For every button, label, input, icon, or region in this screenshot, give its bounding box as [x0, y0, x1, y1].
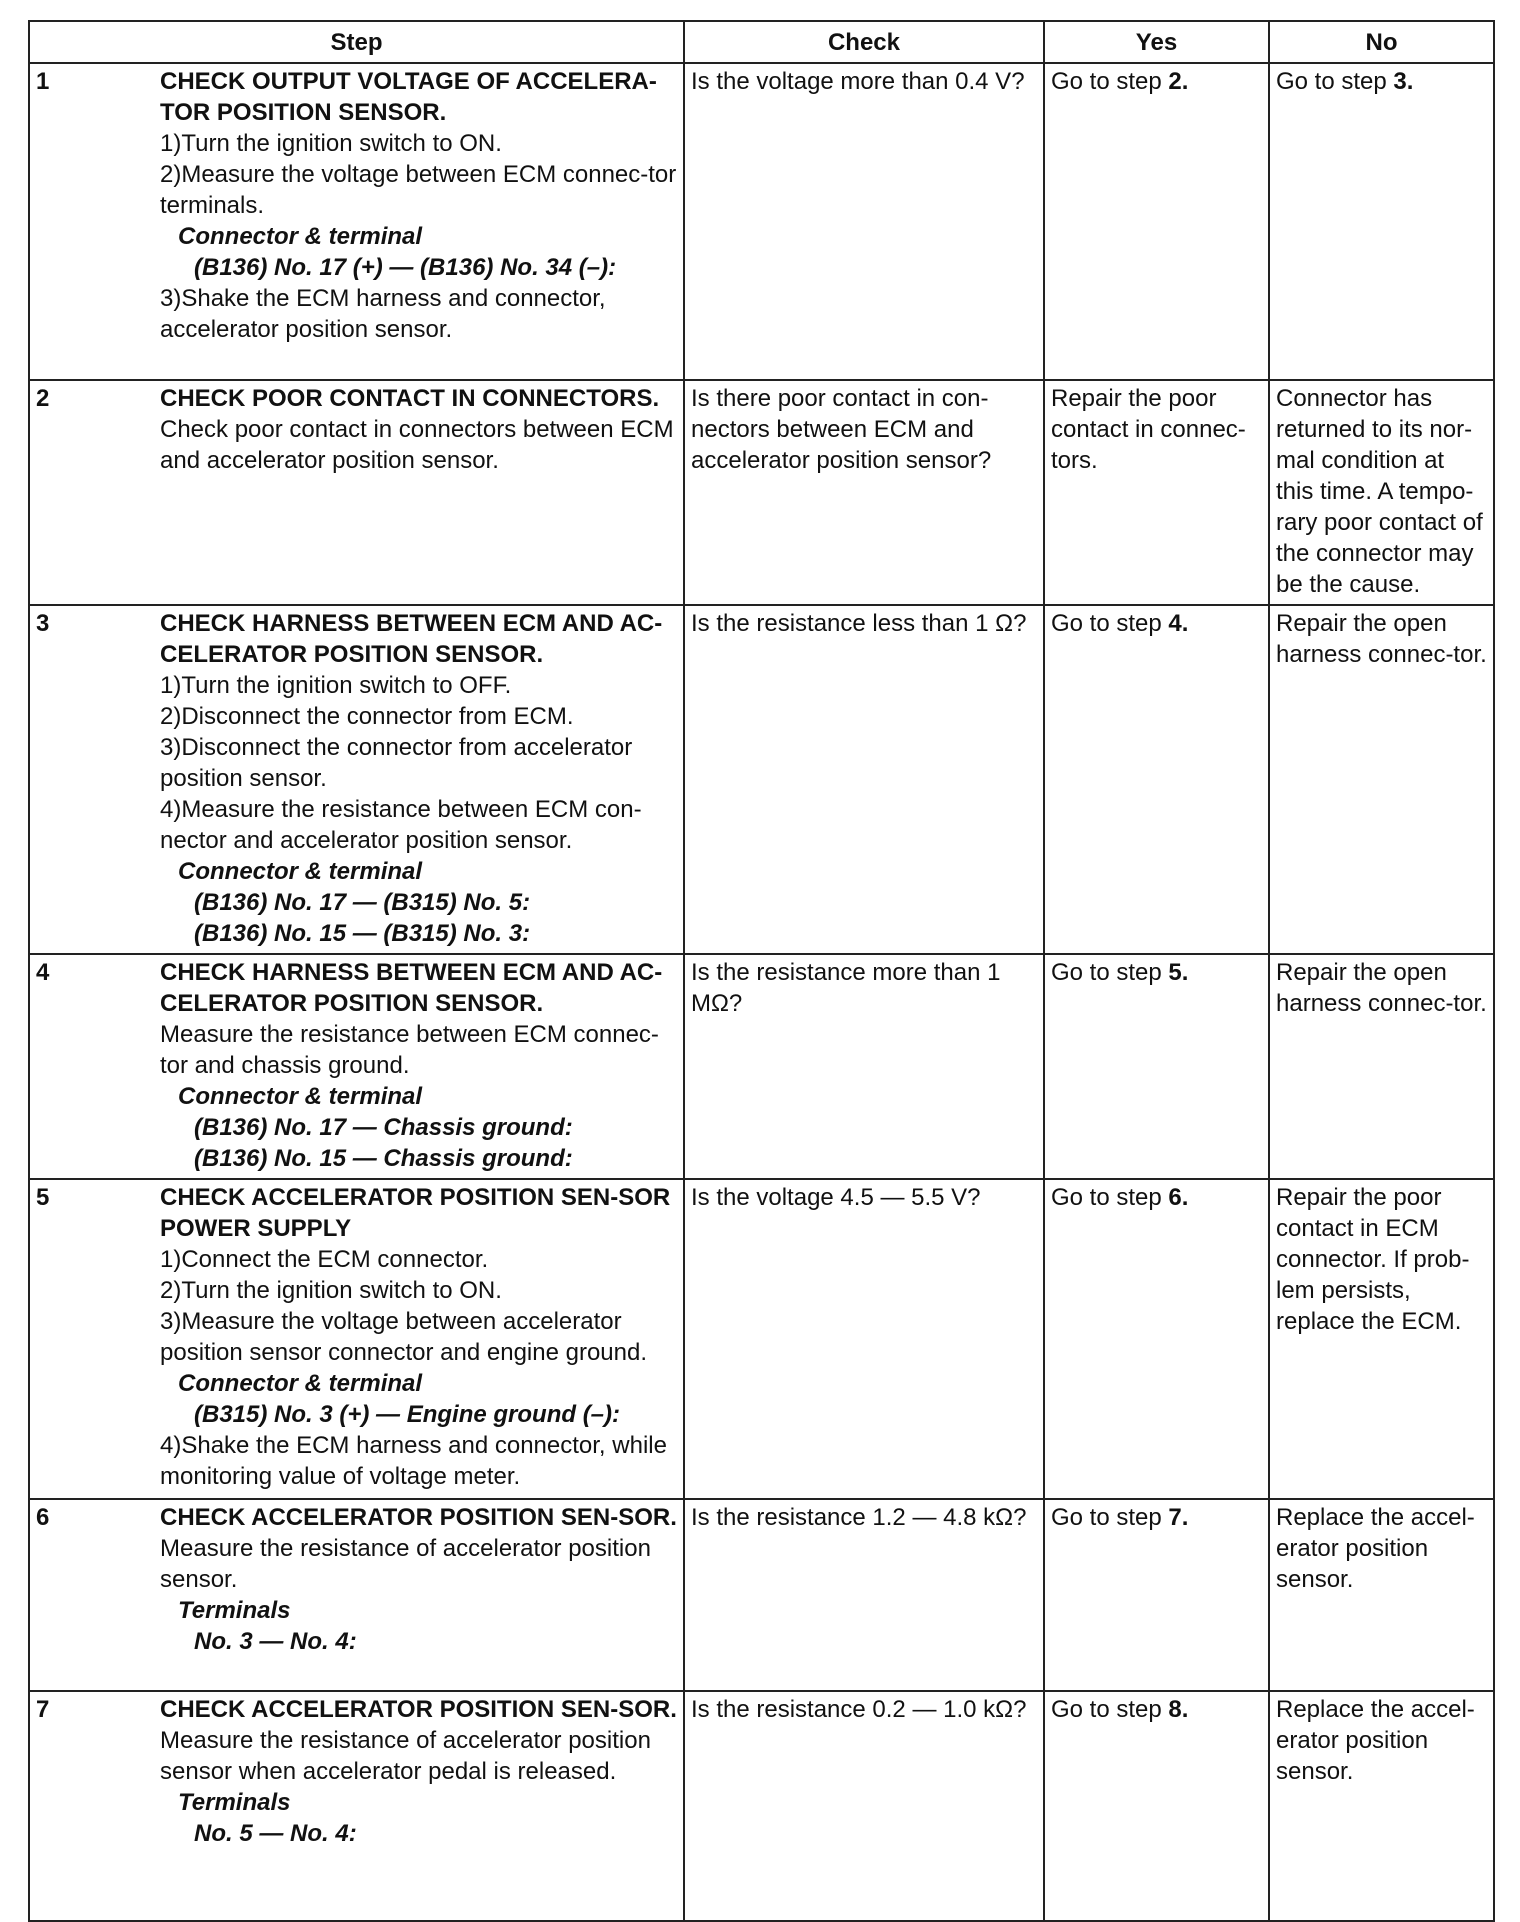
step-title: CHECK OUTPUT VOLTAGE OF ACCELERA-TOR POSITION SENSOR. — [160, 68, 657, 126]
connector-terminal-value: No. 5 — No. 4: — [194, 1820, 357, 1847]
connector-terminal-value: (B136) No. 17 — Chassis ground: — [194, 1114, 573, 1141]
yes-step-ref: 5. — [1168, 959, 1189, 986]
step-title: CHECK HARNESS BETWEEN ECM AND AC-CELERATOR POSITION SENSOR. — [160, 610, 663, 668]
check-cell: Is the resistance more than 1 MΩ? — [684, 954, 1044, 1179]
step-title: CHECK ACCELERATOR POSITION SEN-SOR POWER SUPPLY — [160, 1184, 671, 1242]
check-cell: Is the voltage 4.5 — 5.5 V? — [684, 1179, 1044, 1499]
step-number: 7 — [36, 1696, 50, 1723]
yes-text: Go to step — [1051, 1504, 1169, 1531]
no-cell — [1269, 380, 1494, 605]
yes-text: Repair the poor contact in connec-tors. — [1051, 385, 1246, 474]
connector-terminal-value: (B315) No. 3 (+) — Engine ground (–): — [194, 1401, 621, 1428]
step-title: CHECK HARNESS BETWEEN ECM AND AC-CELERATOR POSITION SENSOR. — [160, 959, 663, 1017]
step-instruction: 1)Turn the ignition switch to ON. — [160, 130, 502, 157]
step-number: 3 — [36, 610, 50, 637]
no-cell — [1269, 1691, 1494, 1921]
step-instruction: 4)Measure the resistance between ECM con-nector and accelerator position sensor. — [160, 796, 642, 854]
step-title: CHECK POOR CONTACT IN CONNECTORS. — [160, 385, 660, 412]
header-row — [29, 21, 1494, 63]
step-instruction: 3)Measure the voltage between accelerator position sensor connector and engine ground. — [160, 1308, 648, 1366]
connector-terminal-label: Terminals — [178, 1597, 291, 1624]
no-cell — [1269, 1499, 1494, 1691]
table-row — [29, 380, 1494, 605]
yes-step-ref: 7. — [1168, 1504, 1189, 1531]
step-cell — [29, 1691, 684, 1921]
step-number: 4 — [36, 959, 50, 986]
step-cell — [29, 1179, 684, 1499]
yes-step-ref: 4. — [1168, 610, 1189, 637]
step-description — [160, 1500, 683, 1661]
table-row — [29, 605, 1494, 954]
yes-cell — [1044, 1179, 1269, 1499]
connector-terminal-value: (B136) No. 17 (+) — (B136) No. 34 (–): — [194, 254, 617, 281]
connector-terminal-value: (B136) No. 15 — (B315) No. 3: — [194, 920, 531, 947]
yes-cell — [1044, 63, 1269, 380]
step-title: CHECK ACCELERATOR POSITION SEN-SOR. — [160, 1504, 677, 1531]
step-cell — [29, 1499, 684, 1691]
step-description — [160, 1180, 683, 1496]
no-cell — [1269, 605, 1494, 954]
check-cell: Is there poor contact in con-nectors between ECM and accelerator position sensor? — [684, 380, 1044, 605]
step-instruction: 4)Shake the ECM harness and connector, while monitoring value of voltage meter. — [160, 1432, 667, 1490]
step-description — [160, 381, 683, 480]
yes-step-ref: 6. — [1168, 1184, 1189, 1211]
step-instruction: 2)Measure the voltage between ECM connec-tor terminals. — [160, 161, 677, 219]
no-text: Repair the open harness connec-tor. — [1276, 959, 1487, 1017]
yes-cell — [1044, 380, 1269, 605]
table-row — [29, 954, 1494, 1179]
no-cell — [1269, 1179, 1494, 1499]
header-check: Check — [684, 21, 1044, 63]
step-cell — [29, 63, 684, 380]
yes-text: Go to step — [1051, 610, 1169, 637]
no-text: Replace the accel-erator position sensor. — [1276, 1504, 1475, 1593]
header-step: Step — [29, 21, 684, 63]
step-instruction: Measure the resistance of accelerator position sensor. — [160, 1535, 651, 1593]
yes-text: Go to step — [1051, 1696, 1169, 1723]
step-instruction: 1)Turn the ignition switch to OFF. — [160, 672, 512, 699]
connector-terminal-label: Connector & terminal — [178, 1083, 423, 1110]
step-instruction: 1)Connect the ECM connector. — [160, 1246, 489, 1273]
step-instruction: 3)Shake the ECM harness and connector, accelerator position sensor. — [160, 285, 606, 343]
step-title: CHECK ACCELERATOR POSITION SEN-SOR. — [160, 1696, 677, 1723]
no-cell — [1269, 954, 1494, 1179]
table-row — [29, 1499, 1494, 1691]
step-description — [160, 64, 683, 349]
connector-terminal-label: Connector & terminal — [178, 223, 423, 250]
diagnostic-table — [28, 20, 1495, 1922]
no-step-ref: 3. — [1393, 68, 1414, 95]
step-description — [160, 606, 683, 953]
yes-step-ref: 8. — [1168, 1696, 1189, 1723]
yes-step-ref: 2. — [1168, 68, 1189, 95]
step-cell — [29, 380, 684, 605]
header-no: No — [1269, 21, 1494, 63]
no-text: Connector has returned to its nor-mal condition at this time. A tempo-rary poor contact of the connector may be the cause. — [1276, 385, 1483, 598]
table-row — [29, 1179, 1494, 1499]
yes-text: Go to step — [1051, 68, 1169, 95]
yes-text: Go to step — [1051, 1184, 1169, 1211]
yes-cell — [1044, 954, 1269, 1179]
connector-terminal-value: (B136) No. 15 — Chassis ground: — [194, 1145, 573, 1172]
connector-terminal-label: Terminals — [178, 1789, 291, 1816]
yes-text: Go to step — [1051, 959, 1169, 986]
step-cell — [29, 605, 684, 954]
step-number: 6 — [36, 1504, 50, 1531]
step-number: 2 — [36, 385, 50, 412]
table-row — [29, 63, 1494, 380]
step-cell — [29, 954, 684, 1179]
header-yes: Yes — [1044, 21, 1269, 63]
step-instruction: 3)Disconnect the connector from accelerator position sensor. — [160, 734, 633, 792]
connector-terminal-label: Connector & terminal — [178, 1370, 423, 1397]
check-cell: Is the resistance 1.2 — 4.8 kΩ? — [684, 1499, 1044, 1691]
no-text: Repair the open harness connec-tor. — [1276, 610, 1487, 668]
table-row — [29, 1691, 1494, 1921]
connector-terminal-label: Connector & terminal — [178, 858, 423, 885]
no-cell — [1269, 63, 1494, 380]
check-cell: Is the resistance less than 1 Ω? — [684, 605, 1044, 954]
no-text: Replace the accel-erator position sensor. — [1276, 1696, 1475, 1785]
step-instruction: 2)Turn the ignition switch to ON. — [160, 1277, 502, 1304]
step-instruction: Measure the resistance between ECM connec-tor and chassis ground. — [160, 1021, 659, 1079]
connector-terminal-value: (B136) No. 17 — (B315) No. 5: — [194, 889, 531, 916]
step-description — [160, 1692, 683, 1853]
step-number: 5 — [36, 1184, 50, 1211]
yes-cell — [1044, 605, 1269, 954]
connector-terminal-value: No. 3 — No. 4: — [194, 1628, 357, 1655]
no-text: Go to step — [1276, 68, 1394, 95]
yes-cell — [1044, 1691, 1269, 1921]
step-instruction: 2)Disconnect the connector from ECM. — [160, 703, 574, 730]
check-cell: Is the resistance 0.2 — 1.0 kΩ? — [684, 1691, 1044, 1921]
step-instruction: Measure the resistance of accelerator position sensor when accelerator pedal is released. — [160, 1727, 651, 1785]
step-instruction: Check poor contact in connectors between ECM and accelerator position sensor. — [160, 416, 674, 474]
table-body — [29, 63, 1494, 1921]
check-cell: Is the voltage more than 0.4 V? — [684, 63, 1044, 380]
yes-cell — [1044, 1499, 1269, 1691]
step-description — [160, 955, 683, 1178]
no-text: Repair the poor contact in ECM connector. If prob-lem persists, replace the ECM. — [1276, 1184, 1470, 1335]
step-number: 1 — [36, 68, 50, 95]
